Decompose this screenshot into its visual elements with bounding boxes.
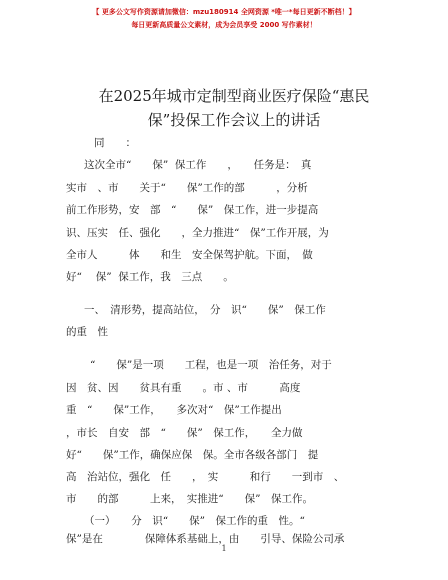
body-line: 前工作形势，安 部 “ 保” 保工作，进一步提高 xyxy=(66,204,319,216)
body-line: ，市长 自安 部 “ 保” 保工作， 全力做 xyxy=(66,427,303,439)
body-line: “ 保”是一项 工程，也是一项 治任务，对于 xyxy=(90,359,332,371)
body-line: 的重 性 xyxy=(66,326,108,338)
body-line: 好“ 保” 保工作，我 三点 。 xyxy=(66,271,234,283)
body-line: （一） 分 识“ 保” 保工作的重 性。“ xyxy=(84,515,326,527)
body-line: 全市人 体 和生 安全保驾护航。下面， 做 xyxy=(66,249,313,261)
body-line: 这次全市“ 保” 保工作 ， 任务是： 真 xyxy=(84,159,312,171)
body-line: 实市 、市 关于“ 保”工作的部 ，分析 xyxy=(66,182,308,194)
body-line: 市 的部 上来， 实推进“ 保” 保工作。 xyxy=(66,493,313,505)
banner-line-2: 每日更新高质量公文素材，成为会员享受 2000 写作素材！ xyxy=(131,21,317,29)
document-title xyxy=(60,84,408,132)
title-line-1: 在2025年城市定制型商业医疗保险“惠民 xyxy=(98,87,370,105)
banner-line-1: 【 更多公文写作资源请加微信：mzu180914 全网资源 *唯一*每日更新不断档！】 xyxy=(92,8,356,16)
body-line: 因 贫、因 贫具有重 。市 、市 高度 xyxy=(66,382,301,394)
body-line: 好“ 保”工作，确保应保 保。全市各级各部门 提 xyxy=(66,449,319,461)
body-line: 重 “ 保”工作， 多次对“ 保”工作提出 xyxy=(66,404,282,416)
body-line: 一、 清形势，提高站位， 分 识“ 保” 保工作 xyxy=(84,304,326,316)
body-line: 保”是在 保障体系基础上，由 引导、保险公司承 xyxy=(66,533,345,545)
title-line-2: 保”投保工作会议上的讲话 xyxy=(147,111,321,129)
body-line: 高 治站位，强化 任 ， 实 和行 一到市 、 xyxy=(66,471,345,483)
salutation: 同 ： xyxy=(94,137,136,149)
page-number: 1 xyxy=(221,544,227,553)
promo-banner xyxy=(0,6,448,32)
body-line: 识、压实 任、强化 ，全力推进“ 保”工作开展，为 xyxy=(66,227,329,239)
